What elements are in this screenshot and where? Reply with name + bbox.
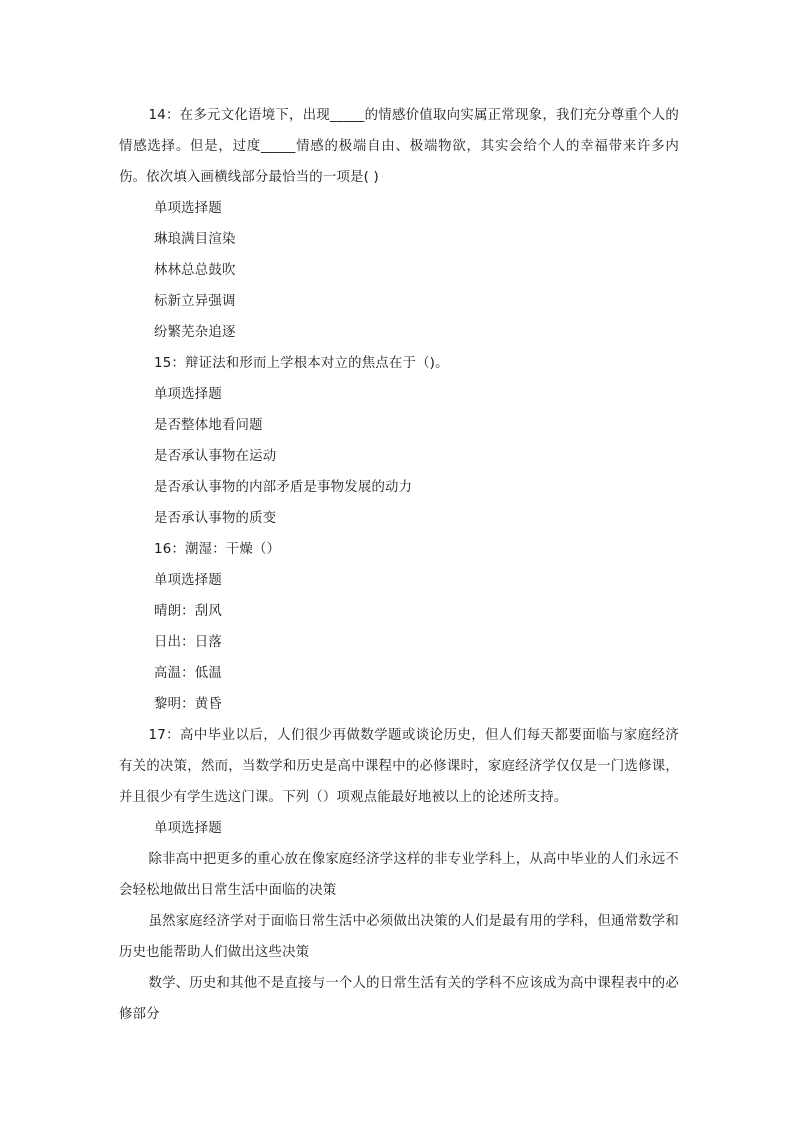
question-16-option-c: 高温：低温 bbox=[154, 666, 222, 681]
question-15-option-b: 是否承认事物在运动 bbox=[154, 449, 277, 464]
question-15-option-c: 是否承认事物的内部矛盾是事物发展的动力 bbox=[154, 480, 413, 495]
question-16-option-d: 黎明：黄昏 bbox=[154, 697, 222, 712]
question-16-option-a: 晴朗：刮风 bbox=[154, 604, 222, 619]
question-17-option-a: 除非高中把更多的重心放在像家庭经济学这样的非专业学科上，从高中毕业的人们永远不会轻松地做出日常生活中面临的决策 bbox=[119, 852, 679, 898]
question-14-option-b: 林林总总鼓吹 bbox=[154, 263, 236, 278]
question-15-type: 单项选择题 bbox=[154, 387, 222, 402]
question-15-option-a: 是否整体地看问题 bbox=[154, 418, 263, 433]
question-17-option-c: 数学、历史和其他不是直接与一个人的日常生活有关的学科不应该成为高中课程表中的必修部分 bbox=[119, 976, 679, 1022]
question-15-option-d: 是否承认事物的质变 bbox=[154, 511, 277, 526]
question-16-type: 单项选择题 bbox=[154, 573, 222, 588]
question-14-option-c: 标新立异强调 bbox=[154, 294, 236, 309]
question-15-stem: 15：辩证法和形而上学根本对立的焦点在于（)。 bbox=[154, 356, 449, 371]
question-14-type: 单项选择题 bbox=[154, 201, 222, 216]
document-page bbox=[119, 100, 679, 1030]
question-17-option-b: 虽然家庭经济学对于面临日常生活中必须做出决策的人们是最有用的学科，但通常数学和历史也能帮助人们做出这些决策 bbox=[119, 914, 679, 960]
question-17-stem: 17：高中毕业以后，人们很少再做数学题或谈论历史，但人们每天都要面临与家庭经济有关的决策，然而，当数学和历史是高中课程中的必修课时，家庭经济学仅仅是一门选修课，并且很少有学生选这门课。下列（）项观点能最好地被以上的论述所支持。 bbox=[119, 728, 679, 805]
question-14-option-d: 纷繁芜杂追逐 bbox=[154, 325, 236, 340]
question-16-stem: 16：潮湿：干燥（） bbox=[154, 542, 281, 557]
question-14-option-a: 琳琅满目渲染 bbox=[154, 232, 236, 247]
question-16-option-b: 日出：日落 bbox=[154, 635, 222, 650]
question-17-type: 单项选择题 bbox=[154, 821, 222, 836]
question-14-stem: 14：在多元文化语境下，出现_____的情感价值取向实属正常现象，我们充分尊重个人的情感选择。但是，过度_____情感的极端自由、极端物欲，其实会给个人的幸福带来许多内伤。依次填入画横线部分最恰当的一项是( ) bbox=[119, 108, 679, 185]
